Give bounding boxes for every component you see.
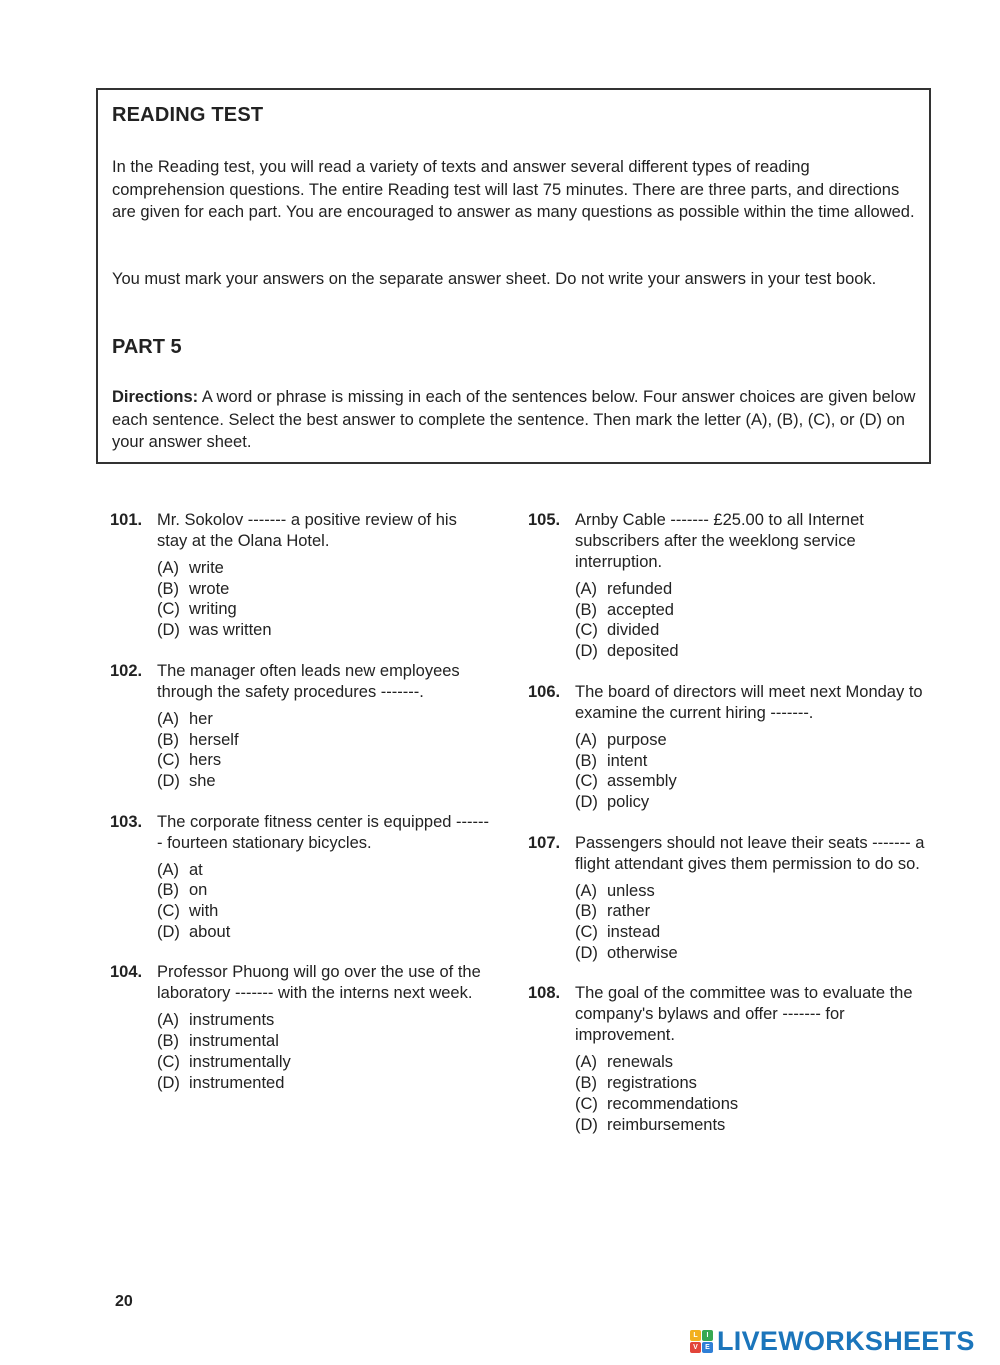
option-text: write <box>189 559 224 577</box>
question-number: 107. <box>528 833 561 852</box>
option-text: intent <box>607 751 648 770</box>
question-108 <box>528 983 928 1135</box>
option-letter: (C) <box>575 621 598 640</box>
questions-column-right <box>528 510 928 1155</box>
option-text: with <box>189 902 219 921</box>
option-text: assembly <box>607 772 677 791</box>
answer-option[interactable] <box>575 881 928 902</box>
option-text: herself <box>189 730 239 749</box>
option-text: rather <box>607 902 651 921</box>
instructions-box <box>96 88 931 464</box>
question-number: 104. <box>110 963 143 982</box>
question-text: Mr. Sokolov ------- a positive review of his stay at the Olana Hotel. <box>157 511 457 550</box>
option-text: hers <box>189 751 222 770</box>
question-number: 105. <box>528 511 561 529</box>
option-text: unless <box>607 881 655 900</box>
answer-option[interactable] <box>157 579 490 600</box>
option-text: divided <box>607 621 660 640</box>
option-text: reimbursements <box>607 1115 726 1134</box>
option-letter: (B) <box>575 600 597 619</box>
answer-option[interactable] <box>157 750 490 771</box>
option-text: was written <box>189 621 272 640</box>
question-106 <box>528 682 928 813</box>
directions-paragraph <box>112 386 919 454</box>
option-text: on <box>189 881 208 900</box>
section-title: READING TEST <box>112 104 264 126</box>
brand-name: LIVEWORKSHEETS <box>717 1326 975 1356</box>
liveworksheets-logo-icon <box>690 1330 713 1353</box>
answer-option[interactable] <box>157 1010 490 1031</box>
logo-letter: L <box>690 1330 701 1341</box>
question-107 <box>528 833 928 964</box>
question-number: 103. <box>110 812 143 831</box>
answer-option[interactable] <box>157 771 490 792</box>
question-number: 108. <box>528 984 561 1003</box>
answer-option[interactable] <box>575 620 928 641</box>
answer-option[interactable] <box>157 599 490 620</box>
option-letter: (D) <box>575 943 598 962</box>
option-text: instrumental <box>189 1032 279 1051</box>
answer-option[interactable] <box>157 1073 490 1094</box>
answer-option[interactable] <box>575 751 928 772</box>
option-letter: (D) <box>575 1115 598 1134</box>
option-letter: (C) <box>157 902 180 921</box>
option-letter: (C) <box>575 772 598 791</box>
question-102 <box>110 661 490 792</box>
option-text: wrote <box>189 579 230 598</box>
answer-option[interactable] <box>575 730 928 751</box>
option-letter: (C) <box>157 751 180 770</box>
option-text: renewals <box>607 1053 674 1072</box>
question-text: The corporate fitness center is equipped ------- fourteen stationary bicycles. <box>157 812 489 852</box>
question-103 <box>110 812 490 943</box>
question-text: Passengers should not leave their seats ------- a flight attendant gives them permission to do so. <box>575 833 925 873</box>
option-text: about <box>189 922 231 941</box>
option-letter: (A) <box>575 881 597 900</box>
option-letter: (B) <box>575 751 597 770</box>
option-letter: (A) <box>575 580 597 598</box>
option-letter: (A) <box>575 730 597 749</box>
question-text: Arnby Cable ------- £25.00 to all Internet subscribers after the weeklong service interruption. <box>575 511 864 571</box>
logo-letter: E <box>702 1342 713 1353</box>
option-letter: (C) <box>575 923 598 942</box>
answer-option[interactable] <box>157 901 490 922</box>
answer-option[interactable] <box>575 1073 928 1094</box>
option-text: refunded <box>607 580 673 598</box>
option-text: she <box>189 771 216 790</box>
option-text: instruments <box>189 1011 275 1030</box>
option-letter: (D) <box>575 642 598 661</box>
option-letter: (A) <box>157 1011 179 1030</box>
option-text: instrumented <box>189 1073 285 1092</box>
answer-option[interactable] <box>575 792 928 813</box>
option-letter: (B) <box>575 1074 597 1093</box>
answer-option[interactable] <box>157 922 490 943</box>
option-text: deposited <box>607 642 679 661</box>
option-letter: (B) <box>157 730 179 749</box>
option-text: at <box>189 860 203 879</box>
answer-option[interactable] <box>575 922 928 943</box>
directions-text: A word or phrase is missing in each of the sentences below. Four answer choices are given below each sentence. Select the best answer to complete the sentence. Then mark the letter (A), (B), (C), or (D) on your answer sheet. <box>112 388 916 451</box>
answer-option[interactable] <box>575 600 928 621</box>
option-text: recommendations <box>607 1094 739 1113</box>
answer-option[interactable] <box>157 880 490 901</box>
question-104 <box>110 962 490 1093</box>
answer-option[interactable] <box>575 641 928 662</box>
answer-option[interactable] <box>157 730 490 751</box>
option-letter: (A) <box>157 559 179 577</box>
option-letter: (C) <box>575 1094 598 1113</box>
option-letter: (A) <box>157 860 179 879</box>
option-letter: (B) <box>157 579 179 598</box>
option-letter: (A) <box>575 1053 597 1072</box>
answer-option[interactable] <box>575 1052 928 1073</box>
option-letter: (D) <box>157 771 180 790</box>
answer-option[interactable] <box>157 860 490 881</box>
option-letter: (D) <box>157 621 180 640</box>
option-letter: (C) <box>157 1052 180 1071</box>
directions-label: Directions: <box>112 388 199 406</box>
option-text: writing <box>189 600 237 619</box>
question-text: The board of directors will meet next Monday to examine the current hiring -------. <box>575 682 923 722</box>
answer-option[interactable] <box>157 620 490 641</box>
question-text: The manager often leads new employees through the safety procedures -------. <box>157 661 460 701</box>
answer-option[interactable] <box>157 709 490 730</box>
option-letter: (B) <box>157 1032 179 1051</box>
answer-option[interactable] <box>575 943 928 964</box>
option-letter: (C) <box>157 600 180 619</box>
option-letter: (B) <box>575 902 597 921</box>
option-text: policy <box>607 792 650 811</box>
option-letter: (D) <box>157 922 180 941</box>
logo-letter: V <box>690 1342 701 1353</box>
question-number: 106. <box>528 682 561 701</box>
liveworksheets-brand[interactable] <box>690 1326 975 1357</box>
instruction-paragraph: You must mark your answers on the separate answer sheet. Do not write your answers in your test book. <box>112 270 877 288</box>
question-105 <box>528 510 928 662</box>
question-number: 101. <box>110 511 143 529</box>
answer-option[interactable] <box>157 1031 490 1052</box>
question-101 <box>110 510 490 641</box>
answer-option[interactable] <box>575 1094 928 1115</box>
question-text: The goal of the committee was to evaluate the company's bylaws and offer ------- for improvement. <box>575 984 913 1045</box>
part-heading: PART 5 <box>112 336 182 358</box>
answer-option[interactable] <box>157 558 490 579</box>
answer-option[interactable] <box>575 901 928 922</box>
option-text: instrumentally <box>189 1052 291 1071</box>
answer-option[interactable] <box>575 1115 928 1136</box>
question-text: Professor Phuong will go over the use of the laboratory ------- with the interns next week. <box>157 963 481 1003</box>
answer-option[interactable] <box>575 771 928 792</box>
option-text: her <box>189 709 213 728</box>
option-letter: (B) <box>157 881 179 900</box>
option-text: registrations <box>607 1074 697 1093</box>
option-text: instead <box>607 923 661 942</box>
question-number: 102. <box>110 661 143 680</box>
answer-option[interactable] <box>157 1052 490 1073</box>
option-text: purpose <box>607 730 667 749</box>
option-letter: (A) <box>157 709 179 728</box>
answer-option[interactable] <box>575 579 928 600</box>
questions-column-left <box>110 510 490 1113</box>
option-text: accepted <box>607 600 674 619</box>
option-letter: (D) <box>575 792 598 811</box>
logo-letter: I <box>702 1330 713 1341</box>
page-number: 20 <box>115 1293 133 1310</box>
option-letter: (D) <box>157 1073 180 1092</box>
intro-paragraph: In the Reading test, you will read a variety of texts and answer several different types of reading comprehension questions. The entire Reading test will last 75 minutes. There are three parts, and directions are given for each part. You are encouraged to answer as many questions as possible within the time allowed. <box>112 158 915 221</box>
option-text: otherwise <box>607 943 678 962</box>
